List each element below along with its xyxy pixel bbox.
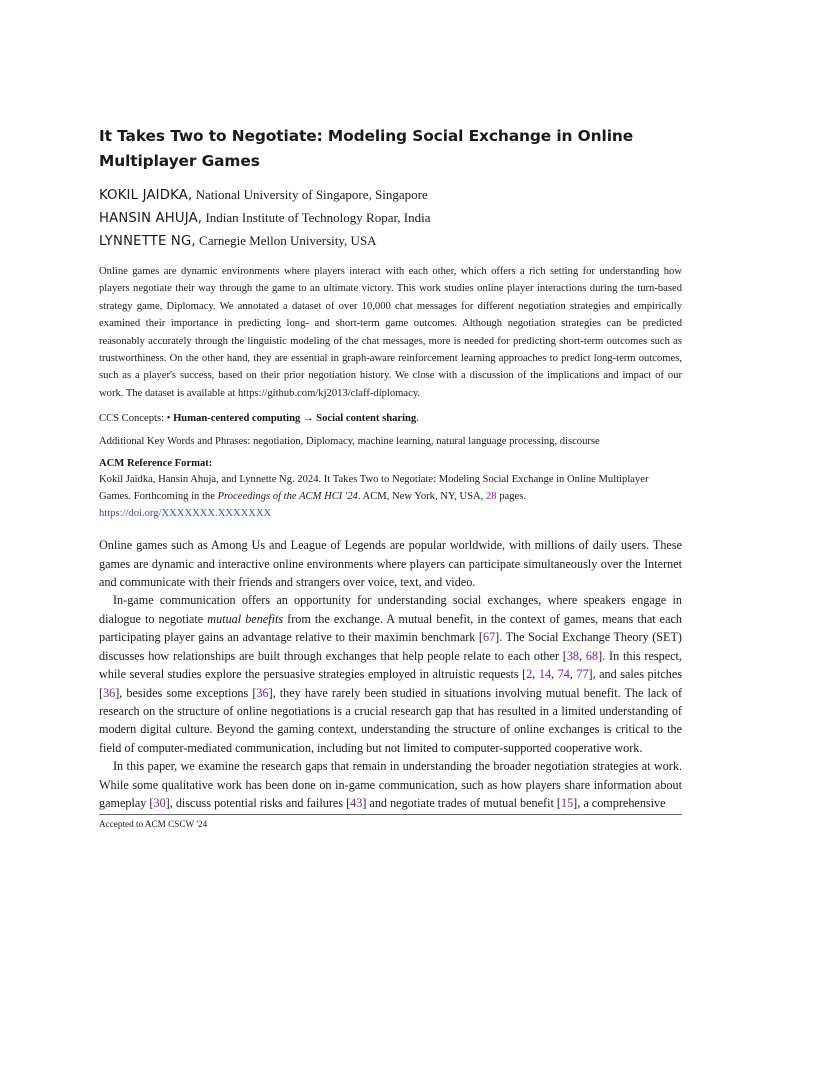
- citation-link[interactable]: 14: [538, 667, 552, 682]
- body-text: [99, 536, 682, 812]
- text: from the exchange. A mutual benefit, in the context of games, means that each participating player gains an advantage relative to their maximin benchmark [: [99, 611, 682, 645]
- ccs-end: .: [416, 413, 419, 425]
- text: ,: [532, 667, 539, 682]
- author-affiliation: National University of Singapore, Singapore: [192, 187, 428, 202]
- author-name: KOKIL JAIDKA,: [99, 188, 193, 203]
- paragraph: [99, 591, 682, 757]
- author-name: HANSIN AHUJA,: [99, 211, 203, 226]
- abstract: Online games are dynamic environments where players interact with each other, which offers a rich setting for understanding how players negotiate their way through the game to an ultimate victory. This work studies online player interactions during the turn-based strategy game, Diplomacy. We annotated a dataset of over 10,000 chat messages for different negotiation strategies and empirically examined their importance in predicting long- and short-term game outcomes. Although negotiation strategies can be predicted reasonably accurately through the linguistic modeling of the chat messages, more is needed for predicting short-term outcomes such as trustworthiness. On the other hand, they are essential in graph-aware reinforcement learning approaches to predict long-term outcomes, such as a player's success, based on their prior negotiation history. We close with a discussion of the implications and impact of our work. The dataset is available at https://github.com/kj2013/claff-diplomacy.: [99, 266, 682, 399]
- text: ], besides some exceptions [: [115, 685, 257, 700]
- ccs-concept: Human-centered computing: [173, 413, 301, 425]
- citation-link[interactable]: 2: [526, 667, 533, 682]
- author-line: [99, 184, 682, 207]
- text: ], discuss potential risks and failures [: [165, 795, 351, 810]
- author-name: LYNNETTE NG,: [99, 234, 196, 249]
- paragraph: Online games such as Among Us and League of Legends are popular worldwide, with millions of daily users. These games are dynamic and interactive online environments where players can participate simultaneously over the Internet and communicate with their friends and strangers over voice, text, and video.: [99, 538, 682, 590]
- citation-link[interactable]: 36: [256, 685, 269, 700]
- text: ], a comprehensive: [573, 795, 666, 810]
- ccs-sub-concept: Social content sharing: [316, 413, 417, 425]
- author-line: [99, 207, 682, 230]
- reference-text: . ACM, New York, NY, USA,: [357, 491, 486, 503]
- doi-link[interactable]: https://doi.org/XXXXXXX.XXXXXXX: [99, 508, 272, 520]
- ccs-label: CCS Concepts: •: [99, 413, 174, 425]
- text: ,: [569, 667, 577, 682]
- text: ], they have rarely been studied in situations involving mutual benefit. The lack of research on the structure of online negotiations is a crucial research gap that has resulted in a limited understanding of modern digital culture. Beyond the gaming context, understanding the structure of online exchanges is critical to the field of computer-mediated communication, including but not limited to computer-supported cooperative work.: [99, 685, 682, 755]
- text: In this paper, we examine the research gaps that remain in understanding the broader negotiation strategies at work. While some qualitative work has been done on in-game communication, such as how players share information about gameplay [: [99, 759, 682, 810]
- reference-format-heading: ACM Reference Format:: [99, 458, 213, 470]
- paper-title: It Takes Two to Negotiate: Modeling Social Exchange in Online Multiplayer Games: [99, 127, 634, 170]
- citation-link[interactable]: 15: [560, 795, 574, 810]
- citation-link[interactable]: 36: [103, 685, 116, 700]
- text: ]. In this respect, while several studies explore the persuasive strategies employed in altruistic requests [: [99, 648, 682, 682]
- text: ]. The Social Exchange Theory (SET) discusses how relationships are built through exchanges that help people relate to each other [: [99, 630, 682, 663]
- author-affiliation: Carnegie Mellon University, USA: [195, 233, 377, 248]
- text: ,: [579, 648, 586, 663]
- author-affiliation: Indian Institute of Technology Ropar, India: [202, 210, 431, 225]
- paragraph: [99, 757, 682, 812]
- citation-link[interactable]: 67: [482, 630, 496, 645]
- page-footer: Accepted to ACM CSCW '24: [99, 819, 208, 830]
- reference-text: pages.: [496, 491, 526, 503]
- citation-link[interactable]: 38: [566, 648, 580, 663]
- page-count-link[interactable]: 28: [485, 491, 497, 503]
- citation-link[interactable]: 74: [557, 667, 570, 682]
- emphasis: mutual benefits: [207, 611, 284, 626]
- citation-link[interactable]: 30: [153, 795, 166, 810]
- paper-page: [99, 124, 682, 831]
- citation-link[interactable]: 68: [585, 648, 599, 663]
- text: ] and negotiate trades of mutual benefit [: [362, 795, 561, 810]
- reference-text: Kokil Jaidka, Hansin Ahuja, and Lynnette Ng. 2024. It Takes Two to Negotiate: Modeling Social Exchange in Online Multiplayer Games. Forthcoming in the: [99, 474, 649, 503]
- citation-link[interactable]: 43: [350, 795, 363, 810]
- text: In-game communication offers an opportunity for understanding social exchanges, where speakers engage in dialogue to negotiate: [99, 593, 682, 626]
- ccs-arrow: →: [300, 413, 317, 425]
- citation-link[interactable]: 77: [576, 667, 589, 682]
- keywords: Additional Key Words and Phrases: negotiation, Diplomacy, machine learning, natural language processing, discourse: [99, 436, 600, 448]
- reference-format: [99, 471, 682, 522]
- text: ], and sales pitches [: [99, 667, 682, 700]
- text: ,: [551, 667, 558, 682]
- footer-divider: [99, 814, 682, 815]
- reference-venue: Proceedings of the ACM HCI '24: [217, 491, 358, 503]
- author-line: [99, 230, 682, 253]
- ccs-concepts: [99, 412, 682, 426]
